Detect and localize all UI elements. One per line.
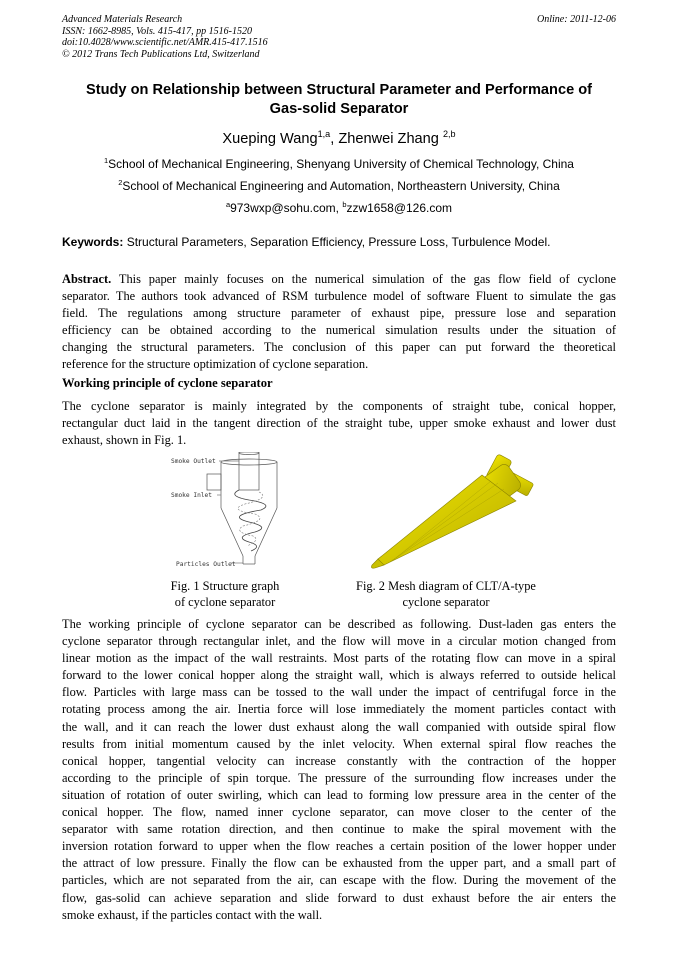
abstract: [62, 271, 616, 374]
caption-line: of cyclone separator: [174, 595, 276, 609]
text-line: according to the principle of spin torque. The pressure of the surrounding flow increases under the: [62, 770, 616, 785]
text-line: situation of rotation of outer swirling, which can lead to forming low pressure area in the center of the: [62, 787, 616, 802]
text-line: particles, which are not separated from the air, can escape with the flow. During the movement of the: [62, 873, 616, 888]
text-line: conical hopper, tangential velocity can increase constantly with the contraction of the hopper: [62, 753, 616, 768]
keywords-text: Structural Parameters, Separation Efficiency, Pressure Loss, Turbulence Model.: [123, 235, 551, 249]
text-line: separator with same rotation direction, and then continue to make the spiral movement with the: [62, 822, 616, 837]
text-line: flow, gas-solid can achieve separation and slide forward to dust exhaust before the air enters the: [62, 890, 616, 905]
paper-title: [62, 81, 616, 119]
caption-line: Fig. 2 Mesh diagram of CLT/A-type: [356, 579, 536, 593]
label-smoke-outlet: Smoke Outlet: [171, 458, 216, 465]
copyright-line: © 2012 Trans Tech Publications Ltd, Switzerland: [62, 48, 260, 60]
author-separator: ,: [330, 131, 339, 147]
abstract-line: separator. The authors took advanced of RSM turbulence model of software Fluent to simulate the gas: [62, 289, 616, 304]
abstract-line: Abstract. This paper mainly focuses on the numerical simulation of the gas flow field of cyclone: [62, 272, 616, 286]
journal-header: [62, 14, 616, 60]
abstract-line: reference for the structure optimization of cyclone separation.: [62, 357, 369, 372]
figure-1-structure-graph: [165, 452, 295, 574]
affiliation-mark: 2: [118, 178, 123, 187]
text-line: exhaust, shown in Fig. 1.: [62, 433, 187, 448]
email-mark: b: [342, 200, 347, 209]
figure-2-mesh-diagram: [366, 453, 552, 575]
doi-line: doi:10.4028/www.scientific.net/AMR.415-417.1516: [62, 37, 268, 48]
text-line: conical hopper. The flow, named inner cyclone separator, can move closer to the center of the: [62, 805, 616, 820]
label-smoke-inlet: Smoke Inlet: [171, 492, 212, 499]
text-line: inversion rotation forward to upper when the flow reaches a certain position of the lower hopper under: [62, 839, 616, 854]
journal-name: Advanced Materials Research: [62, 14, 183, 25]
text-line: cyclone separator through rectangular inlet, and the flow will move in a circular motion changed from: [62, 634, 616, 649]
issn-line: ISSN: 1662-8985, Vols. 415-417, pp 1516-1520: [62, 25, 252, 37]
email-mark: a: [225, 200, 231, 209]
abstract-label: Abstract.: [62, 272, 112, 286]
affiliation-2: [62, 179, 616, 193]
keywords: [62, 235, 616, 249]
text-line: results from initial momentum caused by the inlet velocity. When external spiral flow reaches the: [62, 736, 616, 751]
author-affiliation-mark: 2,b: [442, 129, 456, 140]
text-line: forward to the lower conical hopper along the straight wall, which is always referred to outside helical: [62, 668, 616, 683]
caption-line: cyclone separator: [402, 595, 490, 609]
label-particles-outlet: Particles Outlet: [176, 561, 236, 568]
outlet-pipe: [239, 452, 259, 490]
cone-wall-left: [221, 508, 243, 556]
figure-1-caption: [140, 578, 310, 610]
text-line: the wall, and it can reach the lower dust exhaust along the wall companied with outside spiral flow: [62, 719, 616, 734]
cone-wall-right: [255, 508, 277, 556]
section-heading: Working principle of cyclone separator: [62, 376, 273, 390]
body-paragraph: [62, 616, 616, 924]
author-name: Zhenwei Zhang: [338, 131, 439, 147]
abstract-line: changing the structural parameters. The conclusion of this paper can put forward the theoretical: [62, 340, 616, 355]
text-line: The working principle of cyclone separator can be described as following. Dust-laden gas enters the: [62, 617, 616, 631]
mesh-body: [371, 454, 533, 568]
author-name: Xueping Wang: [222, 131, 318, 147]
title-line: Study on Relationship between Structural Parameter and Performance of: [85, 82, 593, 98]
text-line: smoke exhaust, if the particles contact with the wall.: [62, 907, 323, 922]
text-line: The cyclone separator is mainly integrated by the components of straight tube, conical hopper,: [62, 399, 616, 413]
abstract-line: field. The regulations among structure parameter of exhaust pipe, pressure lose and separation: [62, 306, 616, 321]
email-link[interactable]: 973wxp@sohu.com: [230, 201, 336, 215]
abstract-line: efficiency can be obtained according to the numerical simulation results under the situation of: [62, 323, 616, 338]
affiliation-text: School of Mechanical Engineering, Shenyang University of Chemical Technology, China: [108, 157, 574, 171]
inlet-duct: [207, 474, 221, 490]
author-emails: [62, 201, 616, 215]
text-line: linear motion as the impact of the wall restraints. Most parts of the rotating flow can move in a spiral: [62, 651, 616, 666]
caption-line: Fig. 1 Structure graph: [170, 579, 280, 593]
affiliation-text: School of Mechanical Engineering and Automation, Northeastern University, China: [122, 179, 560, 193]
section-intro: [62, 398, 616, 449]
text-line: rectangular duct laid in the tangent direction of the straight tube, upper smoke exhaust and lower dust: [62, 416, 616, 431]
online-date: Online: 2011-12-06: [537, 14, 616, 25]
affiliation-1: [62, 157, 616, 171]
email-link[interactable]: zzw1658@126.com: [346, 201, 453, 215]
text-line: flow. Particles with large mass can be tossed to the wall under the impact of centrifugal force in the: [62, 685, 616, 700]
keywords-label: Keywords:: [62, 235, 124, 249]
figure-2-caption: [336, 578, 556, 610]
author-list: [62, 131, 616, 147]
email-separator: ,: [335, 201, 343, 215]
affiliation-mark: 1: [104, 156, 109, 165]
author-affiliation-mark: 1,a: [317, 129, 331, 140]
cylinder-top: [221, 459, 277, 465]
text-line: rotating process among the air. Inertia force will lose immediately the moment particles contact with: [62, 702, 616, 717]
text-line: the attract of low pressure. Finally the flow can be exhausted from the upper part, and a small part of: [62, 856, 616, 871]
title-line: Gas-solid Separator: [269, 101, 409, 117]
